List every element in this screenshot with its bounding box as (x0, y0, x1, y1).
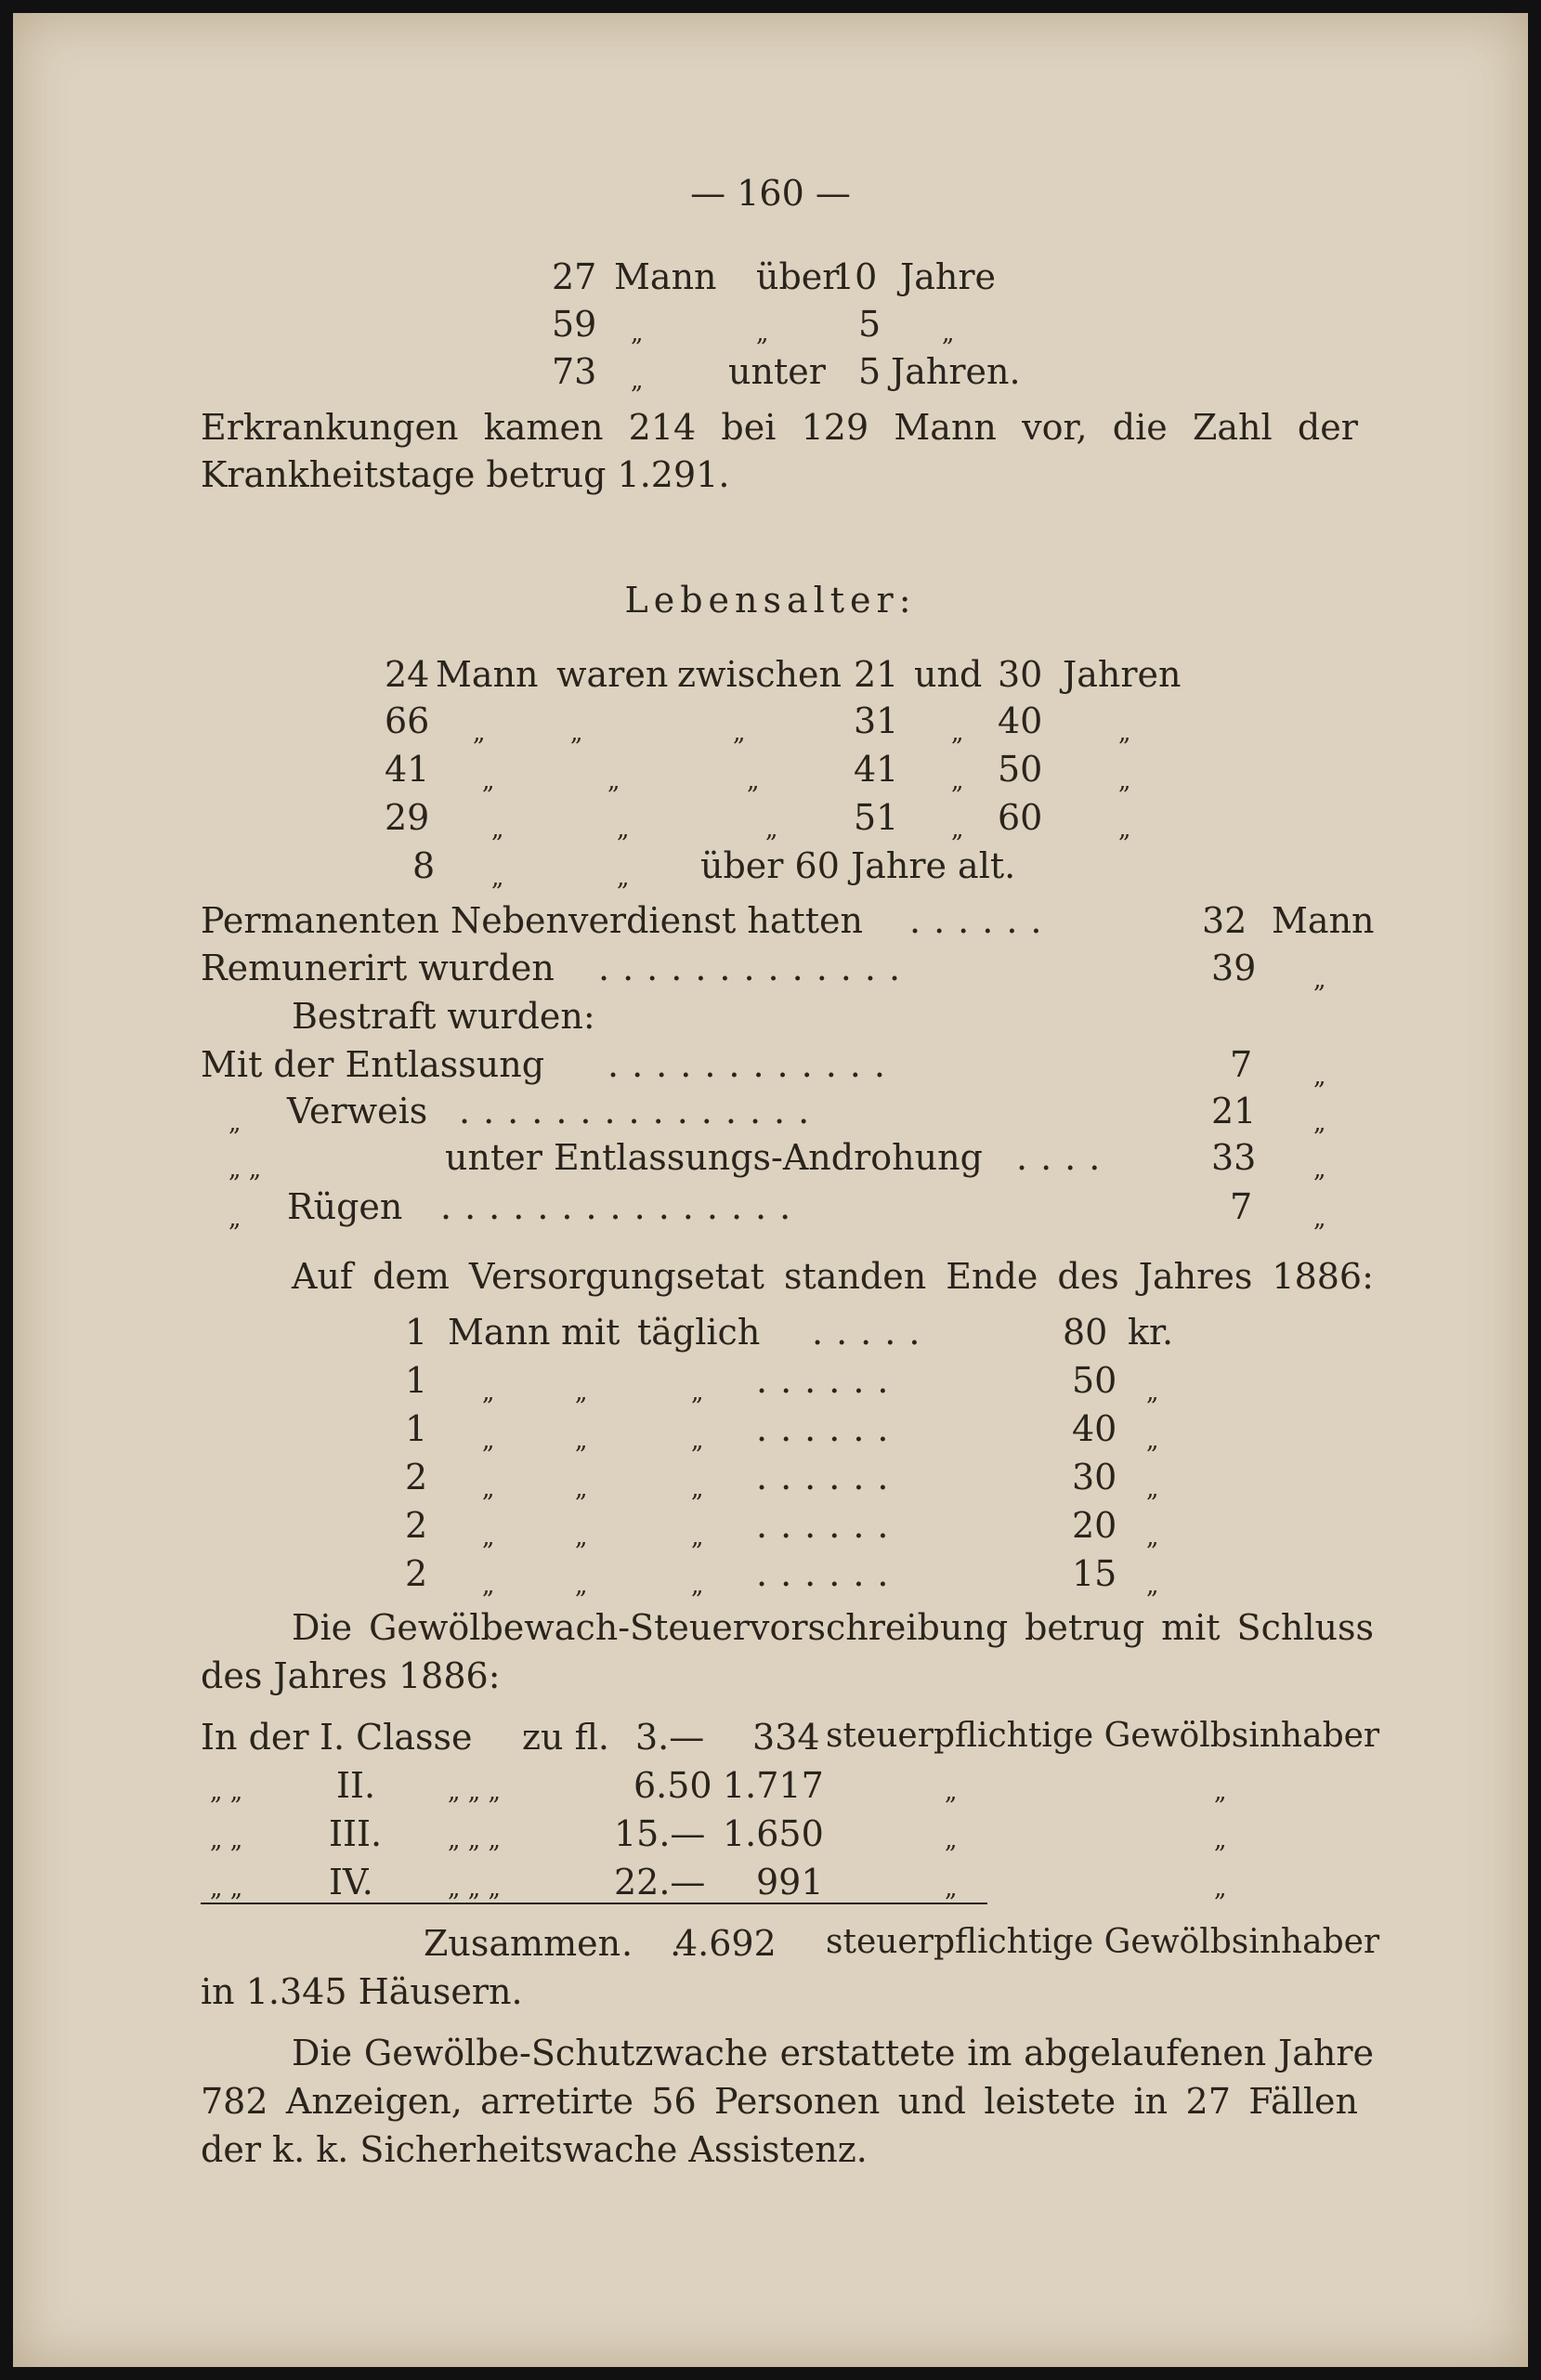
word: leistete (984, 2081, 1117, 2122)
age-from: 31 (854, 700, 899, 741)
punishment-label: unter Entlassungs-Androhung (445, 1137, 983, 1178)
word: 56 (651, 2081, 697, 2122)
ditto-mark: „ (1214, 1826, 1227, 1854)
ditto-mark: „ „ (229, 1156, 262, 1183)
leader-dots: ............ (607, 1044, 898, 1085)
ditto-mark: „ (229, 1205, 242, 1233)
pension-c3: täglich (637, 1312, 761, 1353)
guard-line (292, 2033, 1374, 2073)
punishment-label: Verweis (287, 1091, 428, 1131)
tax-count: 1.717 (723, 1765, 824, 1806)
ditto-mark: „ (1146, 1379, 1159, 1406)
leader-dots: ...... (756, 1505, 902, 1546)
punishment-count: 33 (1211, 1137, 1257, 1178)
word: Personen (714, 2081, 881, 2122)
word: bei (721, 407, 777, 448)
leader-dots: ...... (756, 1553, 902, 1594)
word: arretirte (480, 2081, 633, 2122)
ditto-mark: „ (1214, 1778, 1227, 1806)
illness-line: Krankheitstage betrug 1.291. (201, 454, 730, 495)
tax-class: IV. (329, 1862, 373, 1903)
ditto-mark: „ (482, 1379, 495, 1406)
word: des (1057, 1256, 1119, 1297)
service-rel: unter (728, 351, 826, 392)
ditto-mark: „ „ (210, 1826, 243, 1854)
ditto-mark: „ (951, 719, 964, 747)
illness-line (201, 407, 1358, 448)
age-count: 8 (412, 845, 436, 886)
punishment-count: 21 (1211, 1091, 1257, 1131)
tax-class: III. (329, 1813, 383, 1854)
word: dem (372, 1256, 450, 1297)
word: vor, (1022, 407, 1088, 448)
word: Jahres (1138, 1256, 1253, 1297)
age-to: 60 (998, 797, 1043, 838)
word: kamen (483, 407, 604, 448)
ditto-mark: „ (765, 816, 778, 843)
ditto-mark: „ (945, 1875, 958, 1903)
punishment-label: Mit der Entlassung (201, 1044, 545, 1085)
age-to: 30 (998, 654, 1043, 695)
age-to: 50 (998, 749, 1043, 790)
word: Gewölbewach-Steuervorschreibung (369, 1607, 1009, 1648)
remunerated-count: 39 (1211, 948, 1257, 988)
ditto-mark: „ (473, 719, 486, 747)
leader-dots: ............... (459, 1091, 823, 1131)
tax-line: des Jahres 1886: (201, 1655, 501, 1696)
ditto-mark: „ (1313, 1063, 1326, 1091)
age-and: und (914, 654, 983, 695)
ditto-mark: „ (1313, 1205, 1326, 1233)
ditto-mark: „ (570, 719, 583, 747)
page-number: — 160 — (690, 173, 851, 214)
tax-rate: 3.— (635, 1717, 705, 1758)
tax-count: 991 (756, 1862, 824, 1903)
word: Erkrankungen (201, 407, 459, 448)
ditto-mark: „ (1146, 1427, 1159, 1455)
age-unit: Jahren (1063, 654, 1182, 695)
age-c3: über 60 Jahre alt. (700, 845, 1016, 886)
ditto-mark: „ (631, 367, 644, 395)
service-unit: Jahren. (891, 351, 1021, 392)
word: Auf (292, 1256, 353, 1297)
age-to: 40 (998, 700, 1043, 741)
ditto-mark: „ (491, 816, 504, 843)
ditto-mark: „ (482, 1427, 495, 1455)
age-c3: zwischen (677, 654, 842, 695)
word: Die (292, 1607, 353, 1648)
permanent-unit: Mann (1272, 900, 1375, 941)
word: Jahre (1277, 2033, 1374, 2073)
service-years: 10 (832, 256, 878, 297)
guard-line (201, 2081, 1358, 2122)
ditto-mark: „ (482, 1572, 495, 1600)
remunerated-label: Remunerirt wurden (201, 948, 555, 988)
ditto-mark: „ (1313, 1156, 1326, 1183)
document-page (13, 13, 1528, 2367)
leader-dots: ............. (598, 948, 914, 988)
ditto-mark: „ (733, 719, 746, 747)
ditto-mark: „ (951, 816, 964, 843)
pension-amount: 50 (1072, 1360, 1117, 1401)
ditto-mark: „ (691, 1475, 704, 1503)
word: Die (292, 2033, 353, 2073)
tax-rate: 6.50 (633, 1765, 712, 1806)
ditto-mark: „ (691, 1379, 704, 1406)
ditto-mark: „ „ (210, 1875, 243, 1903)
ditto-mark: „ (631, 320, 644, 347)
tax-desc: steuerpflichtige Gewölbsinhaber (826, 1717, 1380, 1755)
word: Versorgungsetat (469, 1256, 764, 1297)
pension-unit: kr. (1128, 1312, 1174, 1353)
word: und (897, 2081, 967, 2122)
ditto-mark: „ (1146, 1572, 1159, 1600)
word: Gewölbe-Schutzwache (363, 2033, 768, 2073)
pension-count: 2 (405, 1505, 428, 1546)
age-count: 24 (385, 654, 430, 695)
pension-c2: mit (561, 1312, 620, 1353)
word: erstattete (779, 2033, 956, 2073)
ditto-mark: „ (942, 320, 955, 347)
pension-count: 1 (405, 1312, 428, 1353)
ditto-mark: „ (575, 1523, 588, 1551)
leader-dots: ...... (909, 900, 1055, 941)
total-desc: steuerpflichtige Gewölbsinhaber (826, 1923, 1380, 1961)
service-mid: Mann (614, 256, 717, 297)
ditto-mark: „ (1118, 816, 1131, 843)
ditto-mark: „ (607, 767, 620, 795)
pension-c1: Mann (448, 1312, 551, 1353)
ditto-mark: „ (482, 1523, 495, 1551)
ditto-mark: „ „ (210, 1778, 243, 1806)
ditto-mark: „ (1146, 1475, 1159, 1503)
leader-dots: .... (1016, 1137, 1114, 1178)
ditto-mark: „ (1118, 767, 1131, 795)
ditto-mark: „ (1118, 719, 1131, 747)
pension-amount: 20 (1072, 1505, 1117, 1546)
leader-dots: ..... (812, 1312, 934, 1353)
sum-rule (201, 1903, 987, 1904)
service-rel: über (756, 256, 840, 297)
ditto-mark: „ (1146, 1523, 1159, 1551)
word: Fällen (1248, 2081, 1358, 2122)
age-from: 21 (854, 654, 899, 695)
service-count: 27 (552, 256, 597, 297)
tax-rate: 15.— (614, 1813, 706, 1854)
service-years: 5 (858, 304, 882, 345)
age-from: 41 (854, 749, 899, 790)
tax-count: 334 (752, 1717, 820, 1758)
word: Zahl (1193, 407, 1273, 448)
guard-line: der k. k. Sicherheitswache Assistenz. (201, 2129, 868, 2170)
total-count: 4.692 (675, 1923, 777, 1964)
ditto-mark: „ (756, 320, 769, 347)
pension-header (292, 1256, 1374, 1297)
punished-header: Bestraft wurden: (292, 996, 595, 1037)
leader-dots: ...... (756, 1457, 902, 1497)
ditto-mark: „ (575, 1379, 588, 1406)
service-unit: Jahre (900, 256, 997, 297)
leader-dots: . . (621, 1923, 695, 1964)
pension-count: 2 (405, 1553, 428, 1594)
ditto-mark: „ (575, 1572, 588, 1600)
ditto-mark: „ (1313, 1109, 1326, 1137)
word: mit (1161, 1607, 1221, 1648)
ditto-mark: „ (691, 1523, 704, 1551)
ditto-mark: „ (691, 1427, 704, 1455)
ditto-mark: „ (482, 1475, 495, 1503)
ditto-mark: „ (691, 1572, 704, 1600)
pension-count: 1 (405, 1360, 428, 1401)
ditto-mark: „ „ „ (448, 1778, 501, 1806)
ditto-mark: „ „ „ (448, 1826, 501, 1854)
word: 782 (201, 2081, 268, 2122)
ditto-mark: „ (482, 767, 495, 795)
tax-class: II. (336, 1765, 376, 1806)
permanent-count: 32 (1202, 900, 1247, 941)
word: 27 (1185, 2081, 1231, 2122)
tax-zu: zu fl. (522, 1717, 609, 1758)
tax-line (292, 1607, 1374, 1648)
ditto-mark: „ (747, 767, 760, 795)
word: Schluss (1236, 1607, 1374, 1648)
punishment-count: 7 (1230, 1186, 1253, 1227)
pension-amount: 40 (1072, 1408, 1117, 1449)
ditto-mark: „ (575, 1427, 588, 1455)
word: Mann (894, 407, 997, 448)
age-c2: waren (556, 654, 669, 695)
word: standen (784, 1256, 927, 1297)
word: abgelaufenen (1024, 2033, 1267, 2073)
age-count: 29 (385, 797, 430, 838)
word: 1886: (1272, 1256, 1374, 1297)
pension-amount: 15 (1072, 1553, 1117, 1594)
ditto-mark: „ (617, 816, 630, 843)
word: 129 (801, 407, 869, 448)
ditto-mark: „ (1214, 1875, 1227, 1903)
leader-dots: ...... (756, 1408, 902, 1449)
tax-pre: In der (201, 1717, 309, 1758)
ditto-mark: „ (1313, 966, 1326, 994)
punishment-count: 7 (1230, 1044, 1253, 1085)
word: betrug (1025, 1607, 1145, 1648)
punishment-label: Rügen (287, 1186, 403, 1227)
age-count: 41 (385, 749, 430, 790)
pension-count: 1 (405, 1408, 428, 1449)
ditto-mark: „ (951, 767, 964, 795)
ditto-mark: „ (945, 1778, 958, 1806)
tax-rate: 22.— (614, 1862, 706, 1903)
ditto-mark: „ (229, 1109, 242, 1137)
age-from: 51 (854, 797, 899, 838)
pension-amount: 30 (1072, 1457, 1117, 1497)
ditto-mark: „ (491, 864, 504, 892)
word: Ende (946, 1256, 1038, 1297)
leader-dots: ...... (756, 1360, 902, 1401)
word: in (1133, 2081, 1169, 2122)
age-count: 66 (385, 700, 430, 741)
word: im (967, 2033, 1012, 2073)
service-count: 59 (552, 304, 597, 345)
word: die (1112, 407, 1168, 448)
ditto-mark: „ (945, 1826, 958, 1854)
age-c1: Mann (436, 654, 539, 695)
pension-count: 2 (405, 1457, 428, 1497)
age-header: Lebensalter: (624, 580, 917, 621)
tax-count: 1.650 (723, 1813, 824, 1854)
ditto-mark: „ „ „ (448, 1875, 501, 1903)
ditto-mark: „ (617, 864, 630, 892)
word: Anzeigen, (285, 2081, 463, 2122)
word: der (1297, 407, 1358, 448)
permanent-label: Permanenten Nebenverdienst hatten (201, 900, 864, 941)
tax-class: I. Classe (320, 1717, 473, 1758)
ditto-mark: „ (575, 1475, 588, 1503)
total-label: Zusammen (424, 1923, 621, 1964)
service-count: 73 (552, 351, 597, 392)
houses-line: in 1.345 Häusern. (201, 1971, 523, 2012)
word: 214 (628, 407, 697, 448)
leader-dots: ............... (440, 1186, 804, 1227)
pension-amount: 80 (1063, 1312, 1108, 1353)
service-years: 5 (858, 351, 882, 392)
